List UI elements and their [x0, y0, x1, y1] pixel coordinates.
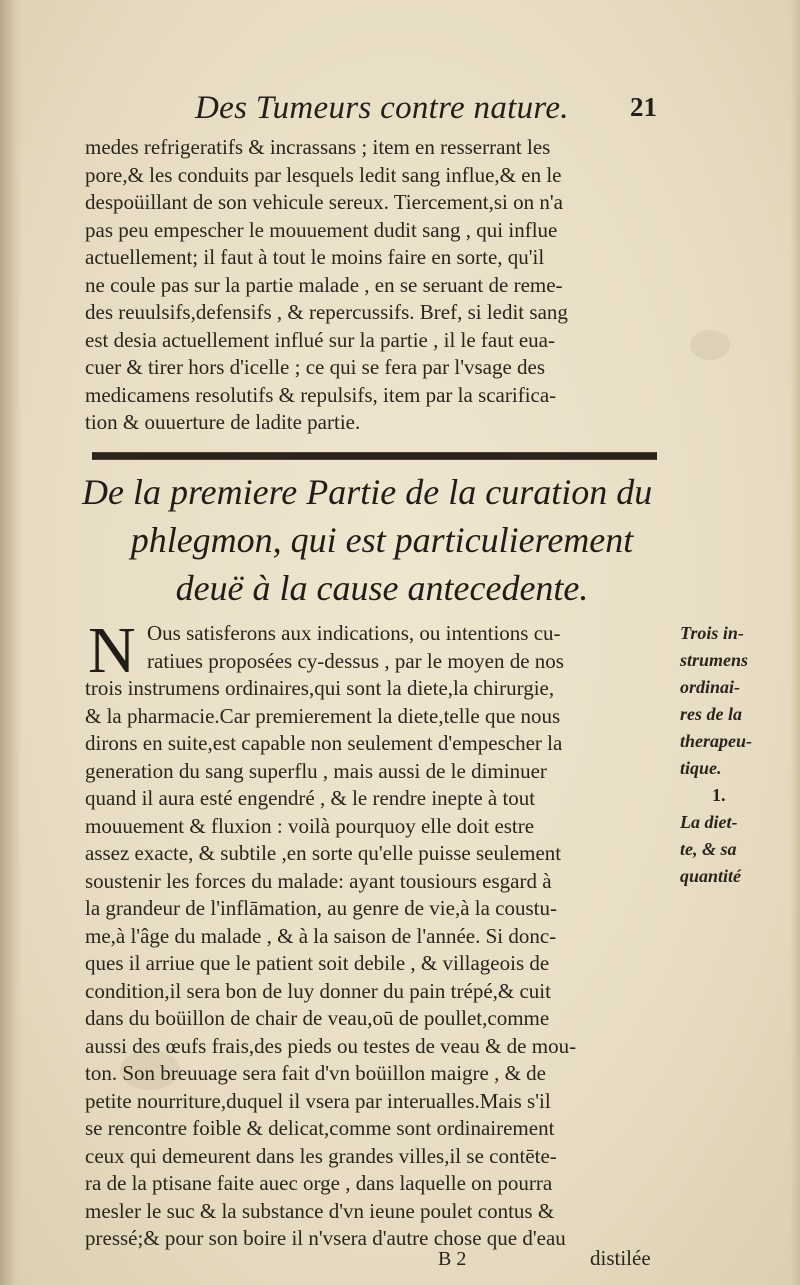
- text-line: medes refrigeratifs & incrassans ; item en resserrant les: [85, 135, 551, 159]
- margin-note-line: La diet-: [680, 812, 738, 832]
- section-rule: [92, 452, 657, 460]
- text-line: actuellement; il faut à tout le moins faire en sorte, qu'il: [85, 245, 545, 269]
- text-line: ton. Son breuuage sera fait d'vn boüillon maigre , & de: [85, 1061, 547, 1085]
- text-line: pressé;& pour son boire il n'vsera d'autre chose que d'eau: [85, 1226, 566, 1250]
- section-heading: [82, 468, 682, 612]
- running-head-title: Des Tumeurs contre nature.: [195, 90, 569, 126]
- text-line: pas peu empescher le mouuement dudit sang , qui influe: [85, 217, 558, 242]
- page-spine-shadow: [0, 0, 22, 1285]
- text-line: ne coule pas sur la partie malade , en se seruant de reme-: [85, 272, 563, 297]
- text-line: petite nourriture,duquel il vsera par interualles.Mais s'il: [85, 1088, 551, 1113]
- margin-note-line: therapeu-: [680, 731, 752, 751]
- margin-note-line: te, & sa: [680, 839, 737, 859]
- margin-note-number: 1.: [712, 785, 726, 805]
- margin-note-line: tique.: [680, 758, 722, 778]
- heading-line: De la premiere Partie de la curation du: [82, 472, 653, 512]
- text-line: se rencontre foible & delicat,comme sont ordinairement: [85, 1116, 555, 1140]
- text-line: assez exacte, & subtile ,en sorte qu'elle puisse seulement: [85, 841, 562, 865]
- text-line: soustenir les forces du malade: ayant tousiours esgard à: [85, 868, 552, 893]
- text-line: ceux qui demeurent dans les grandes villes,il se contēte-: [85, 1143, 557, 1168]
- text-line: la grandeur de l'inflāmation, au genre de vie,à la coustu-: [85, 896, 558, 920]
- signature-mark: B 2: [438, 1248, 467, 1270]
- text-line: medicamens resolutifs & repulsifs, item par la scarifica-: [85, 382, 557, 407]
- text-line: tion & ouuerture de ladite partie.: [85, 410, 361, 434]
- page-number: 21: [630, 92, 657, 122]
- page-edge: [790, 0, 800, 1285]
- drop-cap-initial: N: [88, 614, 136, 687]
- text-line: mouuement & fluxion : voilà pourquoy elle doit estre: [85, 813, 535, 838]
- text-line: ra de la ptisane faite auec orge , dans laquelle on pourra: [85, 1171, 553, 1195]
- top-paragraph: [85, 134, 665, 437]
- text-line: & la pharmacie.Car premierement la diete,telle que nous: [85, 703, 561, 728]
- margin-note-line: strumens: [680, 650, 749, 670]
- heading-line: deuë à la cause antecedente.: [175, 568, 589, 608]
- text-line: trois instrumens ordinaires,qui sont la diete,la chirurgie,: [85, 676, 555, 700]
- catchword: distilée: [590, 1246, 651, 1270]
- text-line: ques il arriue que le patient soit debile , & villageois de: [85, 951, 550, 975]
- text-line: pore,& les conduits par lesquels ledit sang influe,& en le: [85, 162, 562, 187]
- text-line: ratiues proposées cy-dessus , par le moyen de nos: [147, 648, 564, 673]
- margin-note-line: res de la: [680, 704, 742, 724]
- body-paragraph: [85, 614, 665, 1253]
- margin-note-line: quantité: [680, 866, 742, 886]
- margin-note-line: Trois in-: [680, 623, 744, 643]
- text-line: despoüillant de son vehicule sereux. Tiercement,si on n'a: [85, 190, 563, 214]
- text-line: Ous satisferons aux indications, ou intentions cu-: [147, 621, 561, 645]
- text-line: quand il aura esté engendré , & le rendre inepte à tout: [85, 786, 536, 810]
- margin-note-line: ordinai-: [680, 677, 741, 697]
- text-line: dirons en suite,est capable non seulement d'empescher la: [85, 731, 563, 755]
- text-line: condition,il sera bon de luy donner du pain trépé,& cuit: [85, 978, 551, 1003]
- text-line: me,à l'âge du malade , & à la saison de l'année. Si donc-: [85, 923, 557, 948]
- text-line: dans du boüillon de chair de veau,oū de poullet,comme: [85, 1006, 550, 1030]
- heading-line: phlegmon, qui est particulierement: [130, 520, 634, 560]
- text-line: des reuulsifs,defensifs , & repercussifs. Bref, si ledit sang: [85, 300, 568, 324]
- text-line: cuer & tirer hors d'icelle ; ce qui se fera par l'vsage des: [85, 355, 546, 379]
- margin-note: [680, 620, 790, 890]
- paper-stain: [690, 330, 730, 360]
- text-line: est desia actuellement influé sur la partie , il le faut eua-: [85, 327, 555, 352]
- text-line: generation du sang superflu , mais aussi de le diminuer: [85, 758, 547, 783]
- text-line: aussi des œufs frais,des pieds ou testes de veau & de mou-: [85, 1033, 577, 1058]
- text-line: mesler le suc & la substance d'vn ieune poulet contus &: [85, 1198, 555, 1223]
